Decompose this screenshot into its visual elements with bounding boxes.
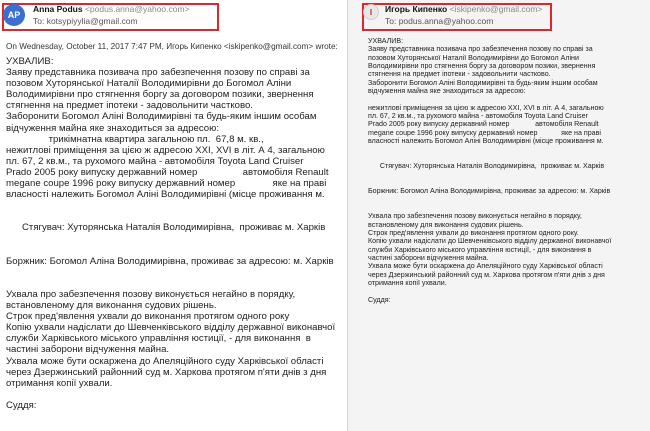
body-line: Заяву представника позивача про забезпечення позову по справі за — [368, 45, 593, 54]
body-line: відчуження майна яке знаходиться за адресою: — [368, 87, 526, 96]
body-line — [368, 196, 611, 204]
body-line: нежитлові приміщення за цією ж адресою XXI, XVI в літ. А 4, загальною — [6, 144, 325, 156]
body-line — [368, 204, 611, 212]
body-line — [6, 389, 335, 400]
recipient-line[interactable]: To: podus.anna@yahoo.com — [385, 16, 494, 26]
body-line: через Дзержинський районний суд м. Харкова протягом п'яти днів з дня — [6, 366, 327, 378]
body-line: Ухвала про забезпечення позову виконується негайно в порядку, — [6, 288, 296, 300]
sender-name[interactable]: Anna Podus — [33, 4, 83, 14]
sender-email[interactable]: <podus.anna@yahoo.com> — [84, 4, 190, 14]
right-message-body — [368, 37, 611, 304]
body-line: отримання копії ухвали. — [6, 377, 113, 389]
body-line: Володимирівни про стягнення боргу за договором позики, звернення — [368, 62, 596, 71]
body-line: стягнення на предмет іпотеки - задовольнити частково. — [368, 70, 551, 79]
body-line: позовом Хуторянської Наталії Володимирівни до Богомол Аліни — [6, 78, 292, 90]
body-line: через Дзержинський районний суд м. Харкова протягом п'яти днів з дня — [368, 270, 605, 279]
body-line: Заборонити Богомол Аліні Володимирівні та будь-яким іншим особам — [368, 78, 598, 87]
body-line — [368, 145, 611, 153]
sender-line — [385, 4, 542, 15]
body-line — [368, 171, 611, 179]
body-line: власності належить Богомол Аліні Володимирівні (місце проживання м. — [368, 137, 604, 146]
body-line: нежитлові приміщення за цією ж адресою XXI, XVI в літ. А 4, загальною — [368, 103, 604, 112]
body-line — [6, 200, 335, 211]
sender-avatar[interactable] — [363, 4, 379, 20]
body-line: частині заборони відчуження майна. — [368, 253, 489, 262]
body-line — [368, 154, 611, 162]
body-line: власності належить Богомол Аліні Володимирівні (місце проживання м. — [6, 189, 325, 201]
body-line: Строк пред'явлення ухвали до виконання протягом одного року — [6, 311, 290, 323]
body-line: Копію ухвали надіслати до Шевченківського відділу державної виконавчої — [368, 237, 612, 246]
body-line — [6, 278, 335, 289]
body-line — [368, 95, 611, 103]
body-line: megane coupe 1996 року випуску державний номер яке на праві — [6, 178, 327, 190]
body-line: пл. 67, 2 кв.м., та рухомого майна - автомобіля Toyota Land Cruiser — [6, 155, 304, 167]
body-line: Prado 2005 року випуску державний номер автомобіля Renault — [6, 166, 329, 178]
body-line: Суддя: — [368, 295, 391, 304]
body-line: Стягувач: Хуторянська Наталія Володимирівна, проживає м. Харків — [368, 162, 605, 171]
body-line: УХВАЛИВ: — [6, 56, 54, 67]
body-line: встановленому для виконання судових рішень. — [6, 300, 217, 312]
body-line: встановленому для виконання судових рішень. — [368, 220, 524, 229]
sender-avatar-letter: I — [369, 7, 373, 17]
left-email-header — [3, 4, 190, 27]
body-line: Володимирівни про стягнення боргу за договором позики, звернення — [6, 89, 314, 101]
body-line: Стягувач: Хуторянська Наталія Володимирівна, проживає м. Харків — [6, 222, 326, 234]
recipient-line[interactable]: To: kotsypiyylia@gmail.com — [33, 16, 138, 26]
body-line: Заборонити Богомол Аліні Володимирівні та будь-яким іншим особам — [6, 111, 317, 123]
body-line — [6, 245, 335, 256]
body-line: Боржник: Богомол Аліна Володимирівна, проживає за адресою: м. Харків — [6, 255, 334, 267]
body-line: Боржник: Богомол Аліна Володимирівна, проживає за адресою: м. Харків — [368, 187, 611, 196]
body-line: Строк пред'явлення ухвали до виконання протягом одного року. — [368, 228, 579, 237]
right-email-header — [363, 4, 542, 27]
body-line: megane coupe 1996 року випуску державний номер яке на праві — [368, 128, 601, 137]
body-line — [6, 234, 335, 245]
body-line: частині заборони відчуження майна. — [6, 344, 170, 356]
body-line — [6, 267, 335, 278]
body-line: служби Харківського міського управління юстиції, - для виконання в — [368, 245, 592, 254]
body-line — [6, 211, 335, 222]
body-line: Копію ухвали надіслати до Шевченківського відділу державної виконавчої — [6, 322, 336, 334]
body-line: пл. 67, 2 кв.м., та рухомого майна - автомобіля Toyota Land Cruiser — [368, 112, 588, 121]
body-line: Суддя: — [6, 399, 37, 411]
body-line: відчуження майна яке знаходиться за адресою: — [6, 122, 219, 134]
sender-name[interactable]: Игорь Кипенко — [385, 4, 448, 14]
body-line: Ухвала про забезпечення позову виконується негайно в порядку, — [368, 212, 582, 221]
left-message-body — [6, 56, 335, 411]
sender-line — [33, 4, 190, 15]
body-line: стягнення на предмет іпотеки - задовольнити частково. — [6, 100, 253, 112]
body-line: служби Харківського міського управління юстиції, - для виконання в — [6, 333, 311, 345]
quote-header: On Wednesday, October 11, 2017 7:47 PM, Игорь Кипенко <iskipenko@gmail.com> wrote: — [6, 42, 338, 51]
right-email-pane — [347, 0, 650, 431]
body-line — [368, 179, 611, 187]
body-line: отримання копії ухвали. — [368, 278, 447, 287]
sender-email[interactable]: <iskipenko@gmail.com> — [449, 4, 543, 14]
body-line: трикімнатна квартира загальною пл. 67,8 м. кв., — [6, 133, 264, 145]
body-line: Prado 2005 року випуску державний номер автомобіля Renault — [368, 120, 599, 129]
sender-avatar[interactable]: AP — [3, 4, 25, 26]
body-line: Ухвала може бути оскаржена до Апеляційного суду Харківської області — [6, 355, 324, 367]
body-line: Ухвала може бути оскаржена до Апеляційного суду Харківської області — [368, 262, 603, 271]
body-line: позовом Хуторянської Наталії Володимирівни до Богомол Аліни — [368, 53, 579, 62]
body-line: Заяву представника позивача про забезпечення позову по справі за — [6, 67, 310, 79]
body-line — [368, 287, 611, 295]
body-line: УХВАЛИВ: — [368, 37, 404, 45]
